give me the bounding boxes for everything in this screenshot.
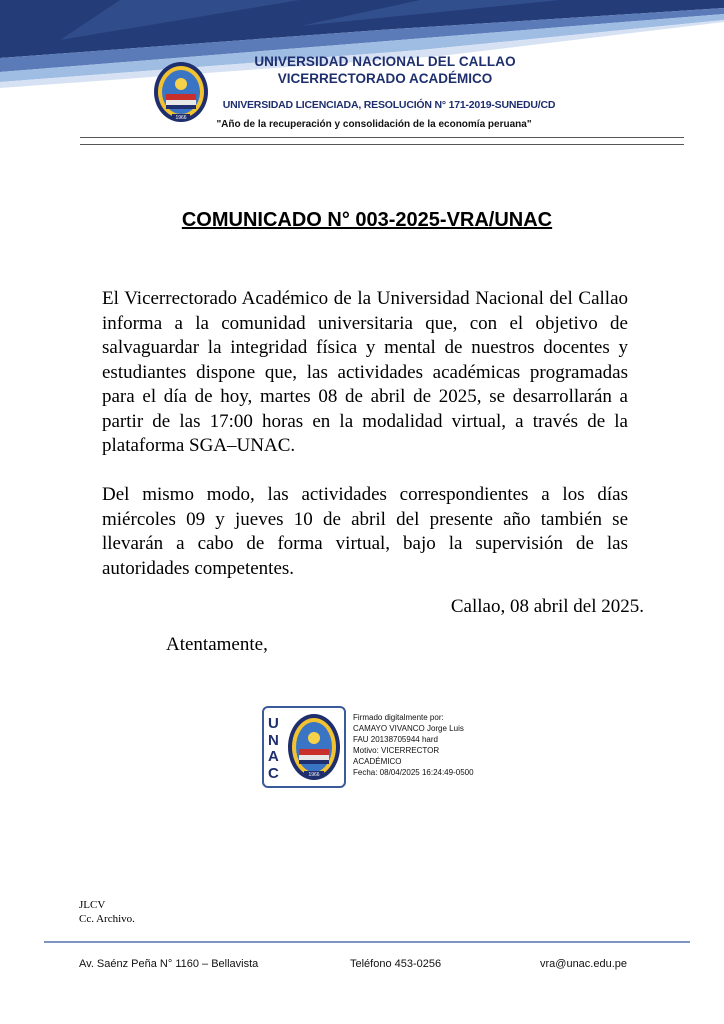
cc-archive: Cc. Archivo. <box>79 913 135 925</box>
header-divider <box>80 137 684 145</box>
license-line: UNIVERSIDAD LICENCIADA, RESOLUCIÓN N° 171-2019-SUNEDU/CD <box>222 99 556 111</box>
footer-email: vra@unac.edu.pe <box>540 958 628 970</box>
signature-line-signed-by: Firmado digitalmente por: <box>353 713 444 722</box>
closing-salutation: Atentamente, <box>166 634 268 655</box>
signature-line-reason-cont: ACADÉMICO <box>353 757 402 766</box>
footer-address: Av. Saénz Peña N° 1160 – Bellavista <box>79 958 259 970</box>
signature-line-name: CAMAYO VIVANCO Jorge Luis <box>353 724 464 733</box>
signature-letter: A <box>268 748 279 765</box>
author-initials: JLCV <box>79 899 106 911</box>
year-motto: "Año de la recuperación y consolidación de la economía peruana" <box>216 119 532 130</box>
signature-seal-icon <box>286 711 342 783</box>
body-paragraph-2: Del mismo modo, las actividades correspondientes a los días miércoles 09 y jueves 10 de abril del presente año también se llevarán a cabo de forma virtual, bajo la supervisión de las autoridades competentes. <box>102 484 628 579</box>
body-paragraph-1: El Vicerrectorado Académico de la Universidad Nacional del Callao informa a la comunidad universitaria que, con el objetivo de salvaguardar la integridad física y mental de nuestros docentes y estudiantes dispone que, las actividades académicas programadas para el día de hoy, martes 08 de abril de 2025, se desarrollarán a partir de las 17:00 horas en la modalidad virtual, a través de la plataforma SGA–UNAC. <box>102 288 628 456</box>
footer-divider <box>44 941 690 943</box>
footer-phone: Teléfono 453-0256 <box>350 958 442 970</box>
university-name: UNIVERSIDAD NACIONAL DEL CALLAO <box>254 54 516 69</box>
university-seal-logo <box>152 60 210 124</box>
document-title: COMUNICADO N° 003-2025-VRA/UNAC <box>181 209 553 231</box>
reference-initials <box>79 898 135 926</box>
signature-letter: N <box>268 731 279 749</box>
signature-unac-letters <box>268 716 284 782</box>
signature-letter: C <box>268 764 279 782</box>
signature-line-reason: Motivo: VICERRECTOR <box>353 746 440 755</box>
signature-letter: U <box>268 715 279 732</box>
place-and-date: Callao, 08 abril del 2025. <box>450 596 644 617</box>
office-name: VICERRECTORADO ACADÉMICO <box>277 71 493 86</box>
signature-seal-year: 1966 <box>308 772 320 778</box>
signature-details <box>353 712 533 778</box>
signature-line-fau: FAU 20138705944 hard <box>353 735 438 744</box>
signature-line-date: Fecha: 08/04/2025 16:24:49-0500 <box>353 768 474 777</box>
seal-year: 1966 <box>175 115 187 121</box>
